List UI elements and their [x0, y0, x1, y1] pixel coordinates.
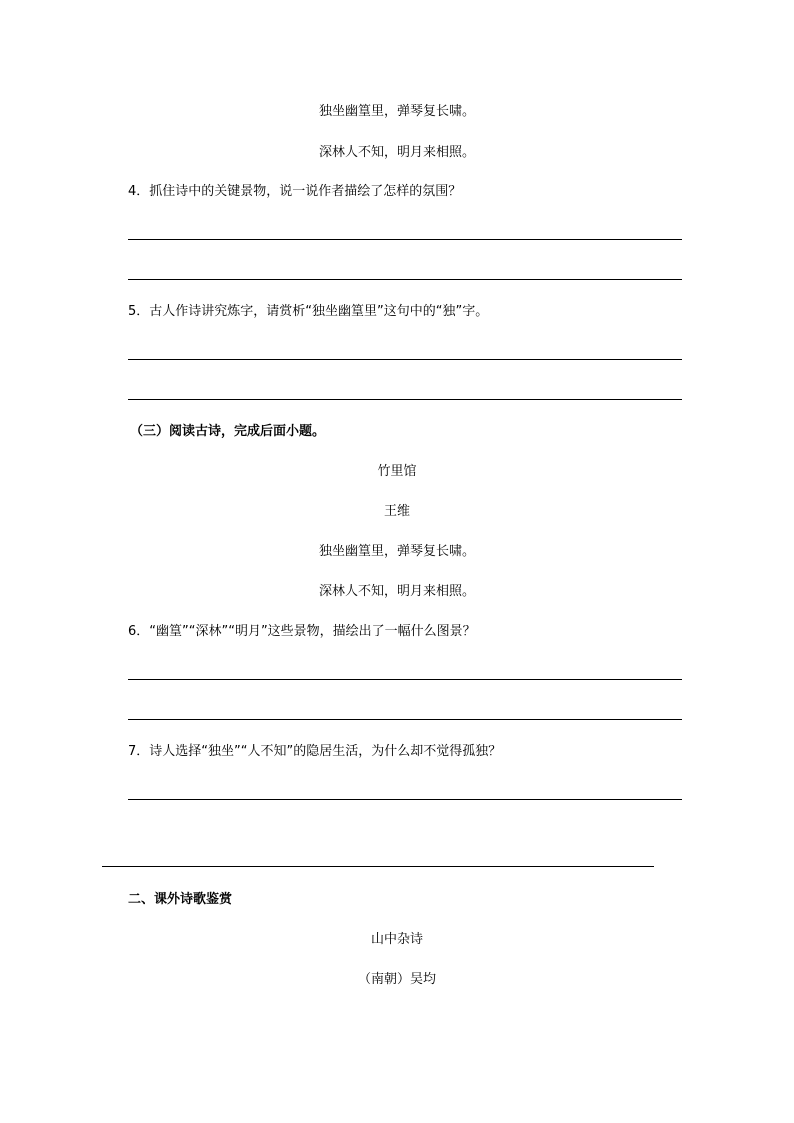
poem-line: 独坐幽篁里，弹琴复长啸。 — [318, 544, 475, 559]
poem-title: 竹里馆 — [377, 464, 417, 479]
question-6: 6．“幽篁”“深林”“明月”这些景物，描绘出了一幅什么图景？ — [128, 624, 476, 639]
section-heading: （三）阅读古诗，完成后面小题。 — [130, 424, 326, 439]
poem-line: 独坐幽篁里，弹琴复长啸。 — [318, 104, 475, 119]
answer-line[interactable] — [128, 279, 682, 280]
poem-title: 山中杂诗 — [370, 932, 423, 947]
question-7: 7．诗人选择“独坐”“人不知”的隐居生活，为什么却不觉得孤独？ — [128, 744, 502, 759]
question-5: 5．古人作诗讲究炼字，请赏析“独坐幽篁里”这句中的“独”字。 — [128, 304, 489, 319]
poem-line: 深林人不知，明月来相照。 — [318, 584, 475, 599]
question-4: 4．抓住诗中的关键景物，说一说作者描绘了怎样的氛围？ — [128, 184, 462, 199]
answer-line[interactable] — [128, 799, 682, 800]
poem-author: （南朝）吴均 — [357, 972, 436, 987]
section-divider — [102, 866, 654, 867]
answer-line[interactable] — [128, 359, 682, 360]
poem-author: 王维 — [383, 504, 410, 519]
part-heading: 二、课外诗歌鉴赏 — [128, 892, 233, 907]
answer-line[interactable] — [128, 239, 682, 240]
answer-line[interactable] — [128, 719, 682, 720]
answer-line[interactable] — [128, 679, 682, 680]
poem-line: 深林人不知，明月来相照。 — [318, 145, 475, 160]
answer-line[interactable] — [128, 399, 682, 400]
